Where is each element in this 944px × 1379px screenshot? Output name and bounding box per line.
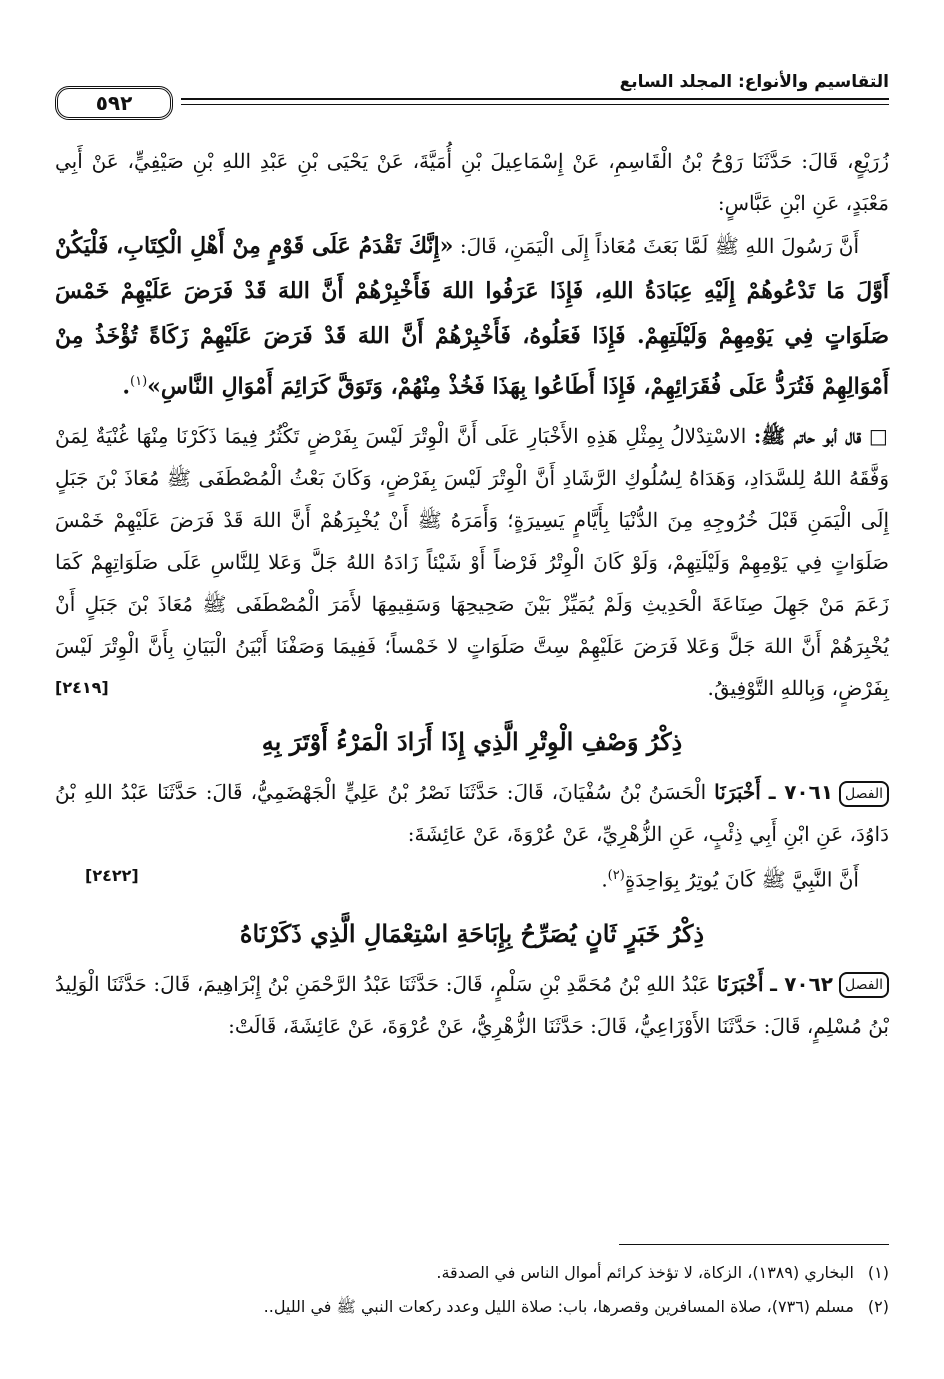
entry-isnad-text: عَبْدُ اللهِ بْنُ مُحَمَّدِ بْنِ سَلْمٍ، قَالَ: حَدَّثَنَا عَبْدُ الرَّحْمَنِ بْنُ إِبْرَاهِيمَ، قَالَ: حَدَّثَنَا الْوَلِيدُ بْنُ مُسْلِمٍ، قَالَ: حَدَّثَنَا الأَوْزَاعِيُّ، قَالَ: حَدَّثَنَا الزُّهْرِيُّ، عَنْ عُرْوَةَ، عَنْ عَائِشَةَ، قَالَتْ: [55,971,889,1038]
chapter-heading: ذِكْرُ وَصْفِ الْوِتْرِ الَّذِي إِذَا أَرَادَ الْمَرْءُ أَوْتَرَ بِهِ [261,727,683,757]
reference-code: [٢٤١٩] [55,678,109,698]
entry-isnad [55,771,889,855]
square-marker-icon: □ [868,424,890,449]
entry-text-line: أَنَّ النَّبِيَّ ﷺ كَانَ يُوتِرُ بِوَاحِدَةٍ$^{(٢)}$. [٢٤٢٢] [55,855,889,901]
akhbarana-word: أَخْبَرَنَا [714,780,761,805]
reference-code: [٢٤٢٢] [85,866,139,886]
footnote [55,1290,889,1324]
main-text [55,140,889,1047]
akhbarana-word: أَخْبَرَنَا [716,971,764,996]
hadith-entry [55,771,889,901]
fasl-badge: الفصل [839,972,889,998]
page-number: ٥٩٢ [55,86,173,120]
hadith-paragraph: أَنَّ رَسُولَ اللهِ ﷺ لَمَّا بَعَثَ مُعَاذاً إِلَى الْيَمَنِ، قَالَ: «إِنَّكَ تَقْدَمُ عَلَى قَوْمٍ مِنْ أَهْلِ الْكِتَابِ، فَلْيَكُنْ أَوَّلَ مَا تَدْعُوهُمْ إِلَيْهِ عِبَادَةُ اللهِ، فَإِذَا عَرَفُوا اللهَ فَأَخْبِرْهُمْ أَنَّ اللهَ قَدْ فَرَضَ عَلَيْهِمْ خَمْسَ صَلَوَاتٍ فِي يَوْمِهِمْ وَلَيْلَتِهِمْ. فَإِذَا فَعَلُوهُ، فَأَخْبِرْهُمْ أَنَّ اللهَ قَدْ فَرَضَ عَلَيْهِمْ زَكَاةً تُؤْخَذُ مِنْ أَمْوَالِهِمْ فَتُرَدُّ عَلَى فُقَرَائِهِمْ، فَإِذَا أَطَاعُوا بِهَذَا فَخُذْ مِنْهُمْ، وَتَوَقَّ كَرَائِمَ أَمْوَالِ النَّاسِ»$^{(١)}$. [55,233,889,400]
hadith-quote: «إِنَّكَ تَقْدَمُ عَلَى قَوْمٍ مِنْ أَهْلِ الْكِتَابِ، فَلْيَكُنْ أَوَّلَ مَا تَدْعُوهُمْ إِلَيْهِ عِبَادَةُ اللهِ، فَإِذَا عَرَفُوا اللهَ فَأَخْبِرْهُمْ أَنَّ اللهَ قَدْ فَرَضَ عَلَيْهِمْ خَمْسَ صَلَوَاتٍ فِي يَوْمِهِمْ وَلَيْلَتِهِمْ. فَإِذَا فَعَلُوهُ، فَأَخْبِرْهُمْ أَنَّ اللهَ قَدْ فَرَضَ عَلَيْهِمْ زَكَاةً تُؤْخَذُ مِنْ أَمْوَالِهِمْ فَتُرَدُّ عَلَى فُقَرَائِهِمْ، فَإِذَا أَطَاعُوا بِهَذَا فَخُذْ مِنْهُمْ، وَتَوَقَّ كَرَائِمَ أَمْوَالِ النَّاسِ» [55,233,889,400]
hadith-entry [55,963,889,1047]
isnad-continuation: زُرَيْعٍ، قَالَ: حَدَّثَنَا رَوْحُ بْنُ الْقَاسِمِ، عَنْ إِسْمَاعِيلَ بْنِ أُمَيَّةَ، عَنْ يَحْيَى بْنِ عَبْدِ اللهِ بْنِ صَيْفِيٍّ، عَنْ أَبِي مَعْبَدٍ، عَنِ ابْنِ عَبَّاسٍ: [55,149,889,215]
footnote-ref-2[interactable]: (٢) [607,868,625,884]
footnote-text: مسلم (٧٣٦)، صلاة المسافرين وقصرها، باب: صلاة الليل وعدد ركعات النبي ﷺ في الليل.. [263,1297,854,1316]
footnote [55,1256,889,1290]
footnote-divider [619,1244,889,1245]
footnote-ref-1[interactable]: (١) [130,374,148,389]
entry-isnad-text: الْحَسَنُ بْنُ سُفْيَانَ، قَالَ: حَدَّثَنَا نَصْرُ بْنُ عَلِيٍّ الْجَهْضَمِيُّ، قَالَ: حَدَّثَنَا عَبْدُ اللهِ بْنُ دَاوُدَ، عَنِ ابْنِ أَبِي ذِئْبٍ، عَنِ الزُّهْرِيِّ، عَنْ عُرْوَةَ، عَنْ عَائِشَةَ: [55,780,889,847]
chapter-heading: ذِكْرُ خَبَرٍ ثَانٍ يُصَرِّحُ بِإِبَاحَةِ اسْتِعْمَالِ الَّذِي ذَكَرْنَاهُ [239,918,705,948]
page-header [55,62,889,124]
running-title: التقاسيم والأنواع: المجلد السابع [619,72,889,92]
footnote-text: البخاري (١٣٨٩)، الزكاة، لا تؤخذ كرائم أموال الناس في الصدقة. [436,1263,854,1282]
entry-text: أَنَّ النَّبِيَّ ﷺ كَانَ يُوتِرُ بِوَاحِدَةٍ [624,867,859,892]
entry-number: ٧٠٦٢ ـ [770,971,834,996]
commentary-speaker: قال أبو حاتم ﷺ: [753,424,862,449]
entry-isnad [55,963,889,1047]
hadith-lead: أَنَّ رَسُولَ اللهِ ﷺ لَمَّا بَعَثَ مُعَاذاً إِلَى الْيَمَنِ، قَالَ: [453,234,859,258]
entry-number: ٧٠٦١ ـ [768,780,834,805]
fasl-badge: الفصل [839,781,889,807]
header-rule [181,98,889,100]
header-rule-thin [181,104,889,105]
commentary-paragraph [55,415,889,709]
footnotes [55,1256,889,1324]
footnote-number: (١) [867,1263,889,1282]
footnote-number: (٢) [867,1297,889,1316]
commentary-text: الاسْتِدْلالُ بِمِثْلِ هَذِهِ الأَخْبَارِ عَلَى أَنَّ الْوِتْرَ لَيْسَ بِفَرْضٍ تَكْثُرُ فِيمَا ذَكَرْنَا مِنْهَا غُنْيَةٌ لِمَنْ وَفَّقَهُ اللهُ لِلسَّدَادِ، وَهَدَاهُ لِسُلُوكِ الرَّشَادِ أَنَّ الْوِتْرَ لَيْسَ بِفَرْضٍ، وَكَانَ بَعْثُ الْمُصْطَفَى ﷺ مُعَاذَ بْنَ جَبَلٍ إِلَى الْيَمَنِ قَبْلَ خُرُوجِهِ مِنَ الدُّنْيَا بِأَيَّامٍ يَسِيرَةٍ؛ وَأَمَرَهُ ﷺ أَنْ يُخْبِرَهُمْ أَنَّ اللهَ قَدْ فَرَضَ عَلَيْهِمْ خَمْسَ صَلَوَاتٍ فِي يَوْمِهِمْ وَلَيْلَتِهِمْ، وَلَوْ كَانَ الْوِتْرُ فَرْضاً أَوْ شَيْئاً زَادَهُ اللهُ جَلَّ وَعَلا لِلنَّاسِ عَلَى صَلَوَاتِهِمْ كَمَا زَعَمَ مَنْ جَهِلَ صِنَاعَةَ الْحَدِيثِ وَلَمْ يُمَيِّزْ بَيْنَ صَحِيحِهَا وَسَقِيمِهَا لأَمَرَ الْمُصْطَفَى ﷺ مُعَاذَ بْنَ جَبَلٍ أَنْ يُخْبِرَهُمْ أَنَّ اللهَ جَلَّ وَعَلا فَرَضَ عَلَيْهِمْ سِتَّ صَلَوَاتٍ لا خَمْساً؛ فَفِيمَا وَصَفْنَا أَبْيَنُ الْبَيَانِ بِأَنَّ الْوِتْرَ لَيْسَ بِفَرْضٍ، وَبِاللهِ التَّوْفِيقُ. [55,424,889,701]
